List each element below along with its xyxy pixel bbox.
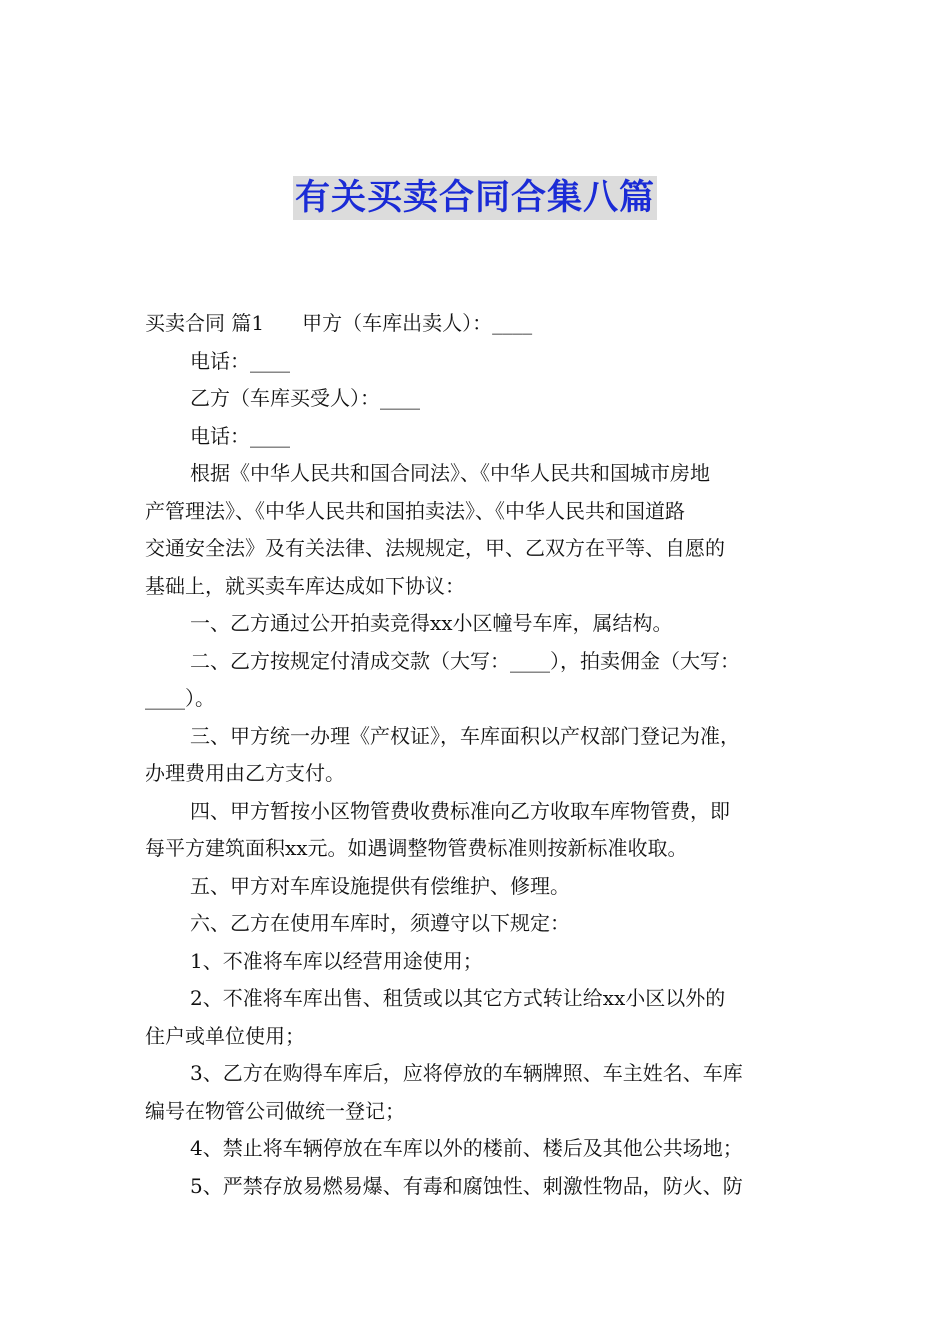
paragraph-line: 2、不准将车库出售、租赁或以其它方式转让给xx小区以外的 [190,986,726,1010]
title-container [0,176,950,220]
paragraph-line: 交通安全法》及有关法律、法规规定，甲、乙双方在平等、自愿的 [145,536,725,560]
paragraph-line: 四、甲方暂按小区物管费收费标准向乙方收取车库物管费，即 [190,798,730,823]
paragraph-line: 5、严禁存放易燃易爆、有毒和腐蚀性、刺激性物品，防火、防 [190,1173,743,1198]
paragraph-line: 乙方（车库买受人）：____ [190,386,420,410]
document-title: 有关买卖合同合集八篇 [294,178,655,218]
paragraph-line: 电话：____ [190,348,290,373]
section-heading: 买卖合同 篇1 [145,311,265,335]
paragraph-line: 4、禁止将车辆停放在车库以外的楼前、楼后及其他公共场地； [190,1136,743,1160]
paragraph-line: 三、甲方统一办理《产权证》，车库面积以产权部门登记为准， [190,723,740,748]
document-body [145,305,810,1205]
paragraph-line: 1、不准将车库以经营用途使用； [190,948,483,973]
paragraph-line: 根据《中华人民共和国合同法》、《中华人民共和国城市房地 [190,461,710,485]
paragraph-line: 每平方建筑面积xx元。如遇调整物管费标准则按新标准收取。 [145,836,688,860]
paragraph-line: 产管理法》、《中华人民共和国拍卖法》、《中华人民共和国道路 [145,498,685,523]
paragraph-line: 电话：____ [190,423,290,448]
party-a-label: 甲方（车库出卖人）：____ [302,311,533,335]
paragraph-line: ____）。 [145,686,215,710]
paragraph-line: 住户或单位使用； [145,1023,305,1048]
paragraph-line: 一、乙方通过公开拍卖竞得xx小区幢号车库，属结构。 [190,611,673,635]
paragraph-line: 二、乙方按规定付清成交款（大写：____），拍卖佣金（大写： [190,648,740,673]
paragraph-line: 编号在物管公司做统一登记； [145,1098,405,1123]
paragraph-line: 五、甲方对车库设施提供有偿维护、修理。 [190,873,570,898]
paragraph-line: 基础上，就买卖车库达成如下协议： [145,573,465,598]
paragraph-line: 办理费用由乙方支付。 [145,761,345,785]
paragraph-line: 3、乙方在购得车库后，应将停放的车辆牌照、车主姓名、车库 [190,1061,743,1085]
contract-heading-line [145,305,810,343]
paragraph-line: 六、乙方在使用车库时，须遵守以下规定： [190,911,570,935]
